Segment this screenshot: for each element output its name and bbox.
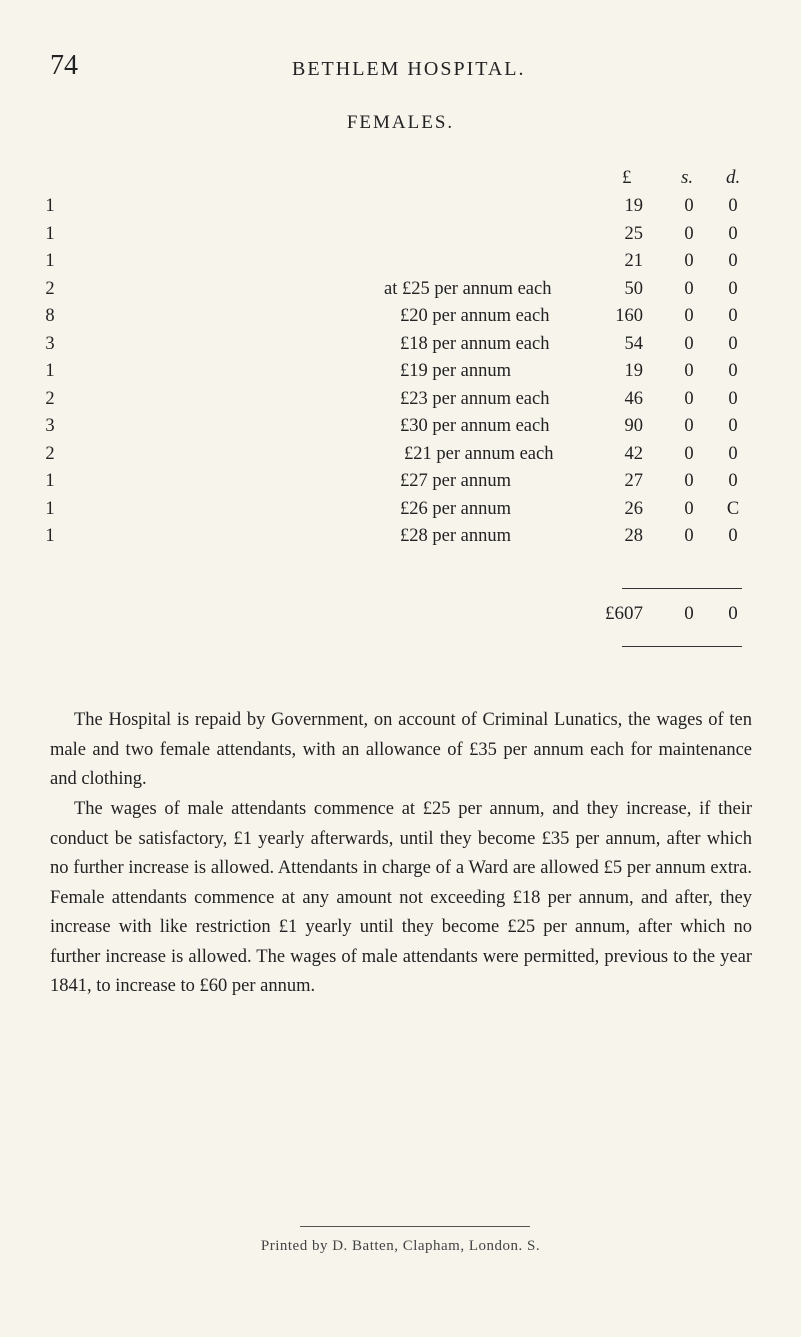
row-pounds: 28 xyxy=(624,526,643,546)
row-pence: 0 xyxy=(728,196,738,216)
row-pence: 0 xyxy=(728,306,738,326)
pounds-column-header: £ xyxy=(622,167,632,188)
row-quantity: 1 xyxy=(45,196,55,216)
row-pence: 0 xyxy=(728,526,738,546)
table-row xyxy=(0,306,801,334)
row-rate: £23 per annum each xyxy=(400,388,550,409)
row-shillings: 0 xyxy=(684,306,694,326)
row-rate: £26 per annum xyxy=(400,498,511,519)
row-pence: 0 xyxy=(728,471,738,491)
column-headers xyxy=(0,167,801,191)
row-rate: at £25 per annum each xyxy=(384,278,552,299)
row-pounds: 50 xyxy=(624,278,643,299)
row-pounds: 19 xyxy=(624,196,643,216)
row-pence: 0 xyxy=(728,361,738,381)
section-title: FEMALES. xyxy=(346,112,455,133)
row-pence: 0 xyxy=(728,223,738,244)
pence-column-header: d. xyxy=(726,167,741,188)
row-rate: £20 per annum each xyxy=(400,306,550,326)
table-row xyxy=(0,334,801,362)
row-shillings: 0 xyxy=(684,361,694,381)
row-shillings: 0 xyxy=(684,251,694,271)
running-head: BETHLEM HOSPITAL. xyxy=(292,58,526,80)
row-quantity: 8 xyxy=(45,306,55,326)
row-pence: 0 xyxy=(728,333,738,354)
row-rate: £18 per annum each xyxy=(400,333,550,354)
row-pounds: 26 xyxy=(624,498,643,519)
paragraph-wage-increase: The wages of male attendants commence at £25 per annum, and they increase, if their conduct be satisfactory, £1 yearly afterwards, until they become £35 per annum, after which no further increase is allowed. Attendants in charge of a Ward are allowed £5 per annum extra. Female attendants commence at any amount not exceeding £18 per annum, and after, they increase with like restriction £1 yearly until they become £25 per annum, after which no further increase is allowed. The wages of male attendants were permitted, previous to the year 1841, to increase to £60 per annum. xyxy=(50,799,752,996)
total-shillings: 0 xyxy=(684,603,694,624)
row-quantity: 2 xyxy=(45,443,55,464)
table-row xyxy=(0,224,801,252)
row-pounds: 21 xyxy=(624,251,643,271)
row-shillings: 0 xyxy=(684,278,694,299)
row-quantity: 3 xyxy=(45,333,55,354)
row-pence: 0 xyxy=(728,388,738,409)
row-pence: 0 xyxy=(728,251,738,271)
row-pounds: 160 xyxy=(615,306,643,326)
row-rate: £19 per annum xyxy=(400,361,511,381)
table-row xyxy=(0,196,801,224)
row-pence: 0 xyxy=(728,278,738,299)
paragraph-government-repayment: The Hospital is repaid by Government, on account of Criminal Lunatics, the wages of ten male and two female attendants, with an allowance of £35 per annum each for maintenance and clothing. xyxy=(50,710,752,789)
row-shillings: 0 xyxy=(684,388,694,409)
table-row xyxy=(0,361,801,389)
row-shillings: 0 xyxy=(684,443,694,464)
row-quantity: 2 xyxy=(45,278,55,299)
row-shillings: 0 xyxy=(684,526,694,546)
row-rate: £28 per annum xyxy=(400,526,511,546)
row-pounds: 46 xyxy=(624,388,643,409)
row-quantity: 1 xyxy=(45,471,55,491)
row-rate: £21 per annum each xyxy=(404,443,554,464)
total-rule-bottom xyxy=(622,646,742,647)
table-row xyxy=(0,389,801,417)
row-quantity: 1 xyxy=(45,251,55,271)
row-pence: 0 xyxy=(728,443,738,464)
row-rate: £27 per annum xyxy=(400,471,511,491)
table-row xyxy=(0,499,801,527)
page-number: 74 xyxy=(50,50,78,81)
row-quantity: 1 xyxy=(45,361,55,381)
row-quantity: 3 xyxy=(45,416,55,436)
total-row xyxy=(0,603,801,629)
total-rule-top xyxy=(622,588,742,589)
row-pounds: 19 xyxy=(624,361,643,381)
row-shillings: 0 xyxy=(684,223,694,244)
row-pounds: 54 xyxy=(624,333,643,354)
row-shillings: 0 xyxy=(684,333,694,354)
table-row xyxy=(0,251,801,279)
shillings-column-header: s. xyxy=(681,167,694,188)
table-row xyxy=(0,279,801,307)
total-pounds: £607 xyxy=(605,603,643,624)
table-row xyxy=(0,471,801,499)
row-quantity: 1 xyxy=(45,526,55,546)
table-row xyxy=(0,416,801,444)
row-shillings: 0 xyxy=(684,416,694,436)
row-shillings: 0 xyxy=(684,471,694,491)
row-pounds: 27 xyxy=(624,471,643,491)
row-rate: £30 per annum each xyxy=(400,416,550,436)
row-pounds: 90 xyxy=(624,416,643,436)
footer-rule xyxy=(300,1226,530,1227)
row-pence: C xyxy=(726,498,740,519)
table-row xyxy=(0,526,801,554)
total-pence: 0 xyxy=(728,603,738,624)
row-quantity: 1 xyxy=(45,498,55,519)
row-shillings: 0 xyxy=(684,196,694,216)
printer-imprint: Printed by D. Batten, Clapham, London. S. xyxy=(260,1238,541,1254)
row-shillings: 0 xyxy=(684,498,694,519)
wages-table xyxy=(0,196,801,554)
table-row xyxy=(0,444,801,472)
row-pence: 0 xyxy=(728,416,738,436)
row-quantity: 1 xyxy=(45,223,55,244)
row-pounds: 42 xyxy=(624,443,643,464)
row-quantity: 2 xyxy=(45,388,55,409)
row-pounds: 25 xyxy=(624,223,643,244)
